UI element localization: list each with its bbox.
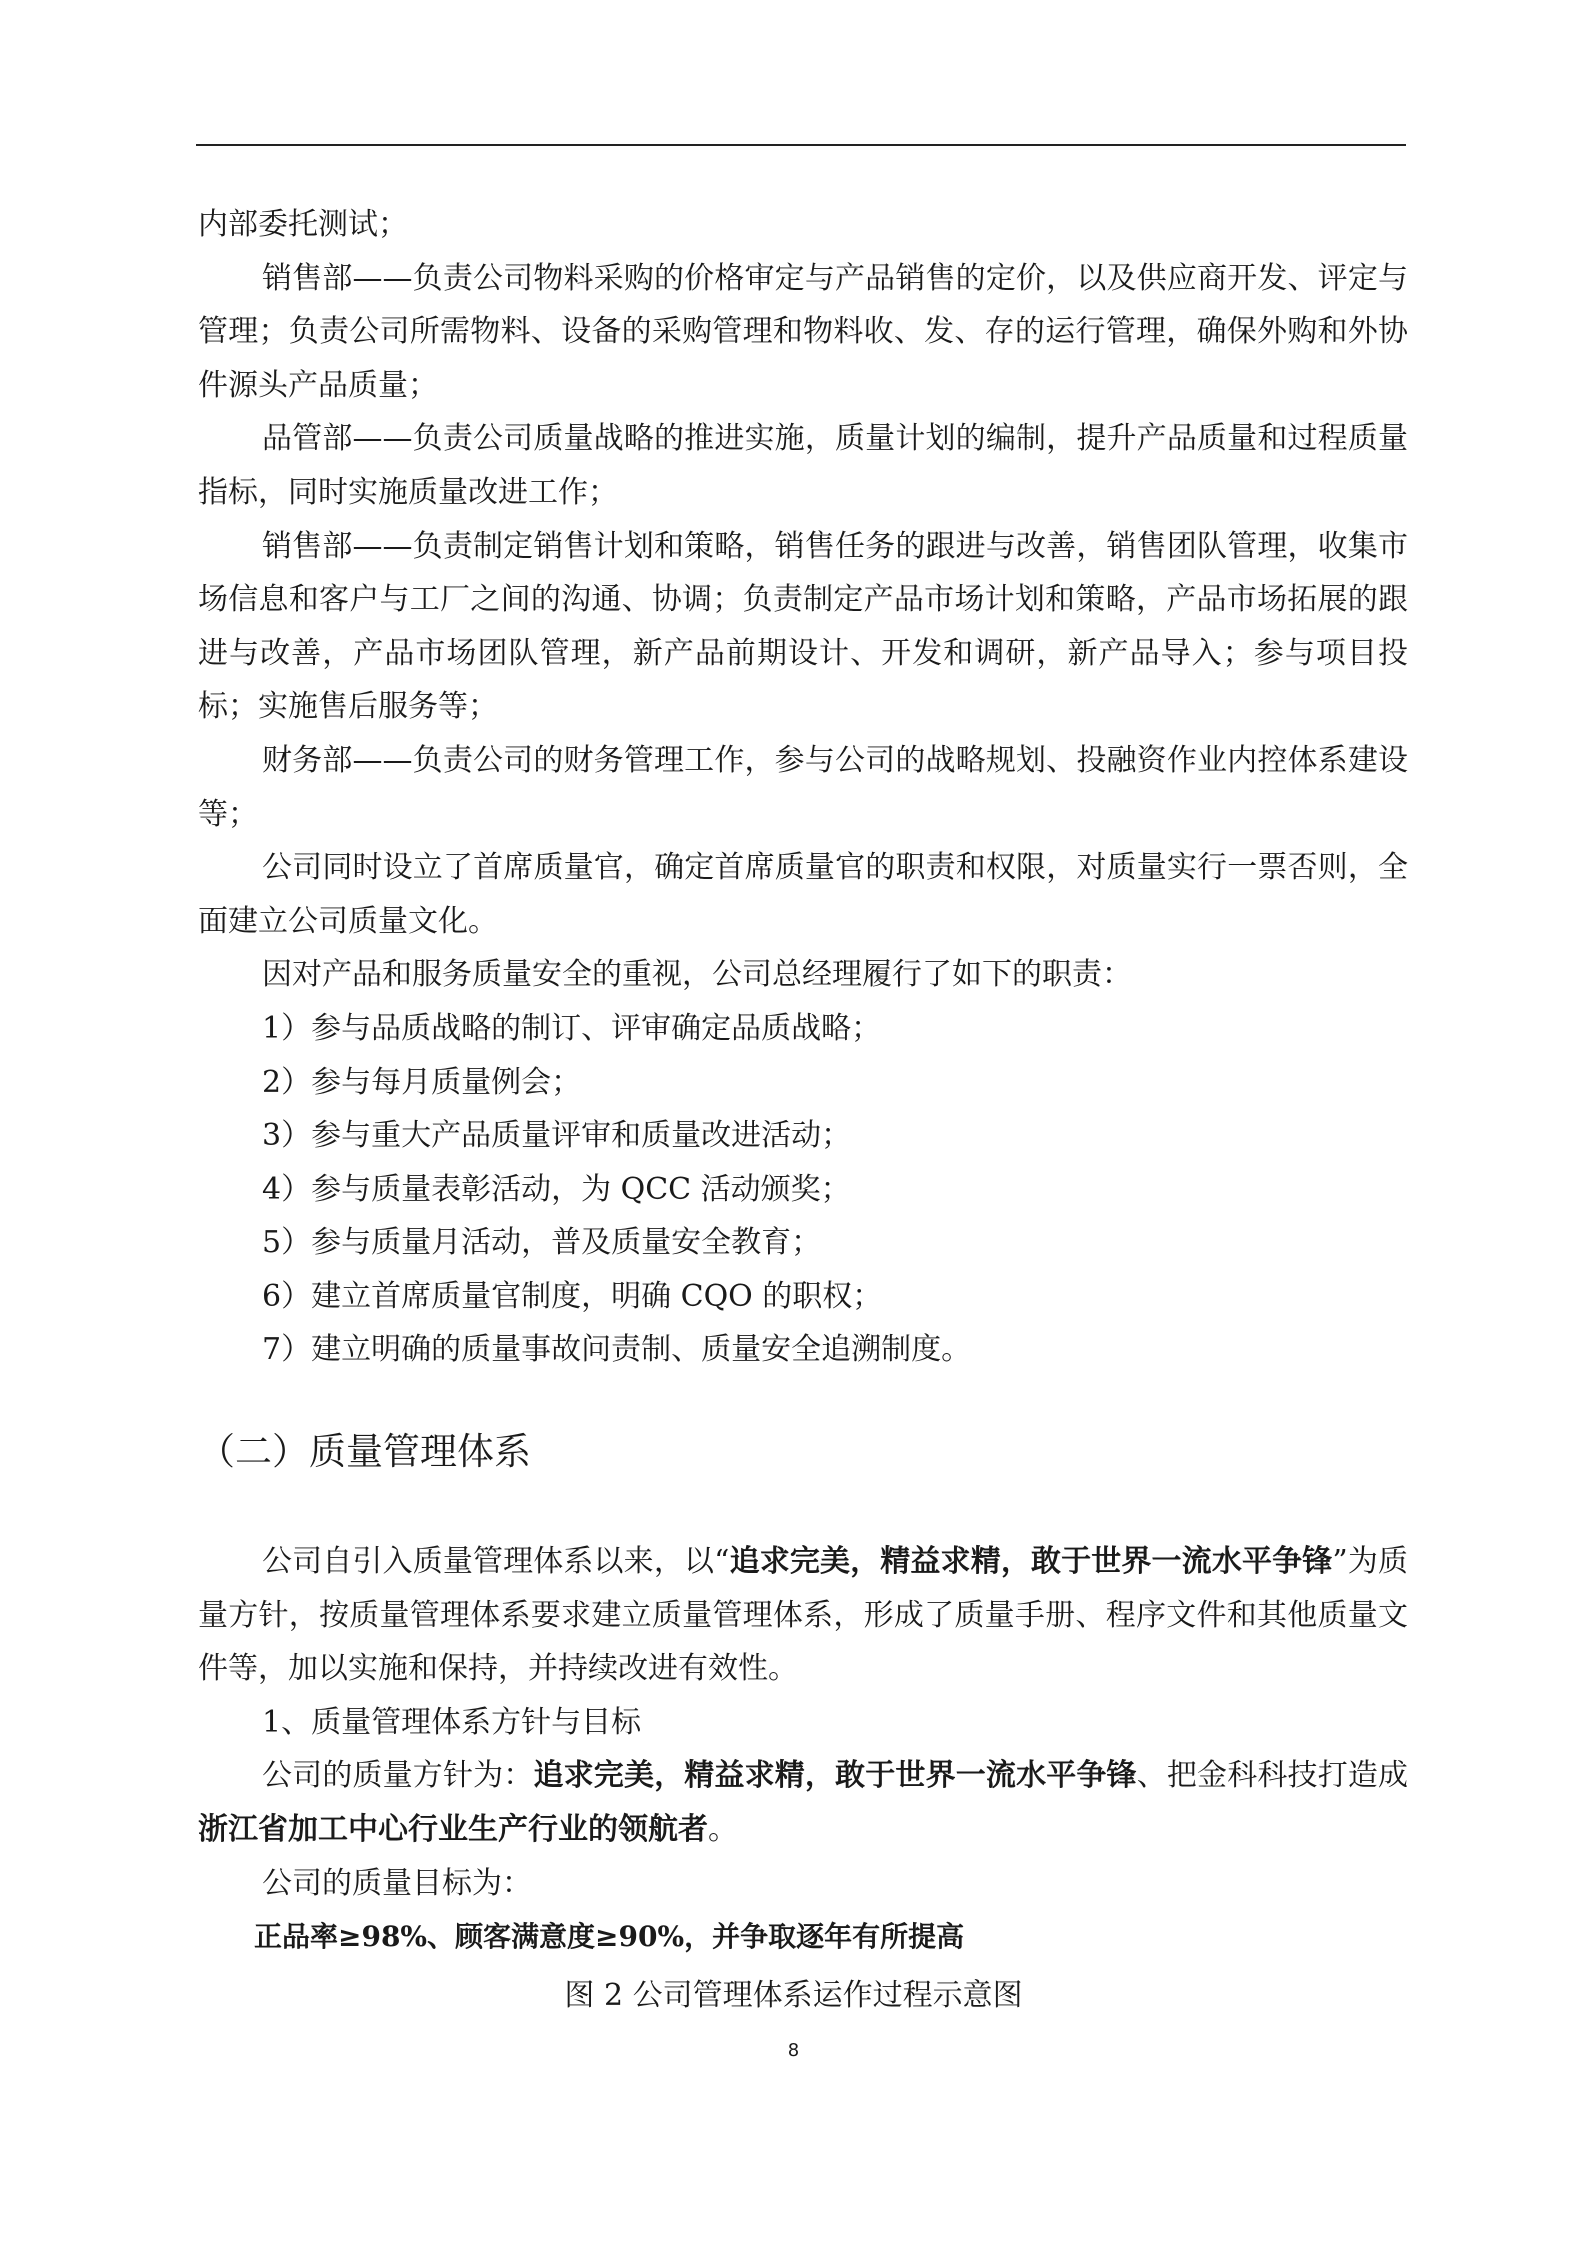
text-run: 、把金科科技打造成 — [1136, 1758, 1409, 1794]
quality-policy-emphasis: 追求完美，精益求精，敢于世界一流水平争锋 — [533, 1758, 1137, 1794]
industry-leader-emphasis: 浙江省加工中心行业生产行业的领航者 — [198, 1811, 708, 1847]
figure-caption: 图 2 公司管理体系运作过程示意图 — [564, 1978, 1023, 2013]
duty-item: 5）参与质量月活动，普及质量安全教育； — [262, 1225, 822, 1261]
paragraph-quality-system-intro — [198, 1535, 1408, 1696]
duty-item: 7）建立明确的质量事故问责制、质量安全追溯制度。 — [262, 1332, 972, 1368]
paragraph-cqo: 公司同时设立了首席质量官，确定首席质量官的职责和权限，对质量实行一票否则，全面建立公司质量文化。 — [198, 850, 1408, 939]
body-text — [198, 198, 1408, 1377]
text-run: 公司自引入质量管理体系以来，以“ — [262, 1544, 730, 1579]
page-number: 8 — [787, 2040, 800, 2061]
header-rule — [196, 144, 1406, 146]
paragraph-sales-dept: 销售部——负责公司物料采购的价格审定与产品销售的定价，以及供应商开发、评定与管理；负责公司所需物料、设备的采购管理和物料收、发、存的运行管理，确保外购和外协件源头产品质量； — [198, 260, 1408, 403]
subheading-policy-goals: 1、质量管理体系方针与目标 — [262, 1704, 642, 1740]
duty-item: 6）建立首席质量官制度，明确 CQO 的职权； — [262, 1278, 883, 1314]
section-heading: （二）质量管理体系 — [198, 1430, 531, 1473]
paragraph-sales-dept-2: 销售部——负责制定销售计划和策略，销售任务的跟进与改善，销售团队管理，收集市场信息和客户与工厂之间的沟通、协调；负责制定产品市场计划和策略，产品市场拓展的跟进与改善，产品市场团队管理，新产品前期设计、开发和调研，新产品导入；参与项目投标；实施售后服务等； — [198, 528, 1408, 725]
paragraph-quality-goals-intro: 公司的质量目标为： — [262, 1865, 532, 1901]
text-run: 公司的质量方针为： — [262, 1758, 534, 1794]
quality-policy-emphasis: 追求完美，精益求精，敢于世界一流水平争锋 — [729, 1544, 1333, 1579]
paragraph-quality-dept: 品管部——负责公司质量战略的推进实施，质量计划的编制，提升产品质量和过程质量指标，同时实施质量改进工作； — [198, 421, 1408, 510]
paragraph-quality-policy — [198, 1749, 1408, 1856]
paragraph-continuation: 内部委托测试； — [198, 207, 408, 242]
duty-item: 2）参与每月质量例会； — [262, 1064, 582, 1100]
section-text — [198, 1535, 1408, 1910]
paragraph-gm-duties-intro: 因对产品和服务质量安全的重视，公司总经理履行了如下的职责： — [262, 957, 1132, 993]
text-run: 。 — [708, 1811, 738, 1847]
quality-goal-line: 正品率≥98%、顾客满意度≥90%，并争取逐年有所提高 — [254, 1920, 965, 1953]
paragraph-finance-dept: 财务部——负责公司的财务管理工作，参与公司的战略规划、投融资作业内控体系建设等； — [198, 742, 1408, 832]
duty-item: 3）参与重大产品质量评审和质量改进活动； — [262, 1118, 852, 1154]
duty-item: 4）参与质量表彰活动，为 QCC 活动颁奖； — [262, 1171, 851, 1207]
duty-item: 1）参与品质战略的制订、评审确定品质战略； — [262, 1010, 882, 1046]
text-run: ”为质量方针，按质量管理体系要求建立质量管理体系，形成了质量手册、程序文件和其他质量文件等，加以实施和保持，并持续改进有效性。 — [198, 1544, 1408, 1687]
